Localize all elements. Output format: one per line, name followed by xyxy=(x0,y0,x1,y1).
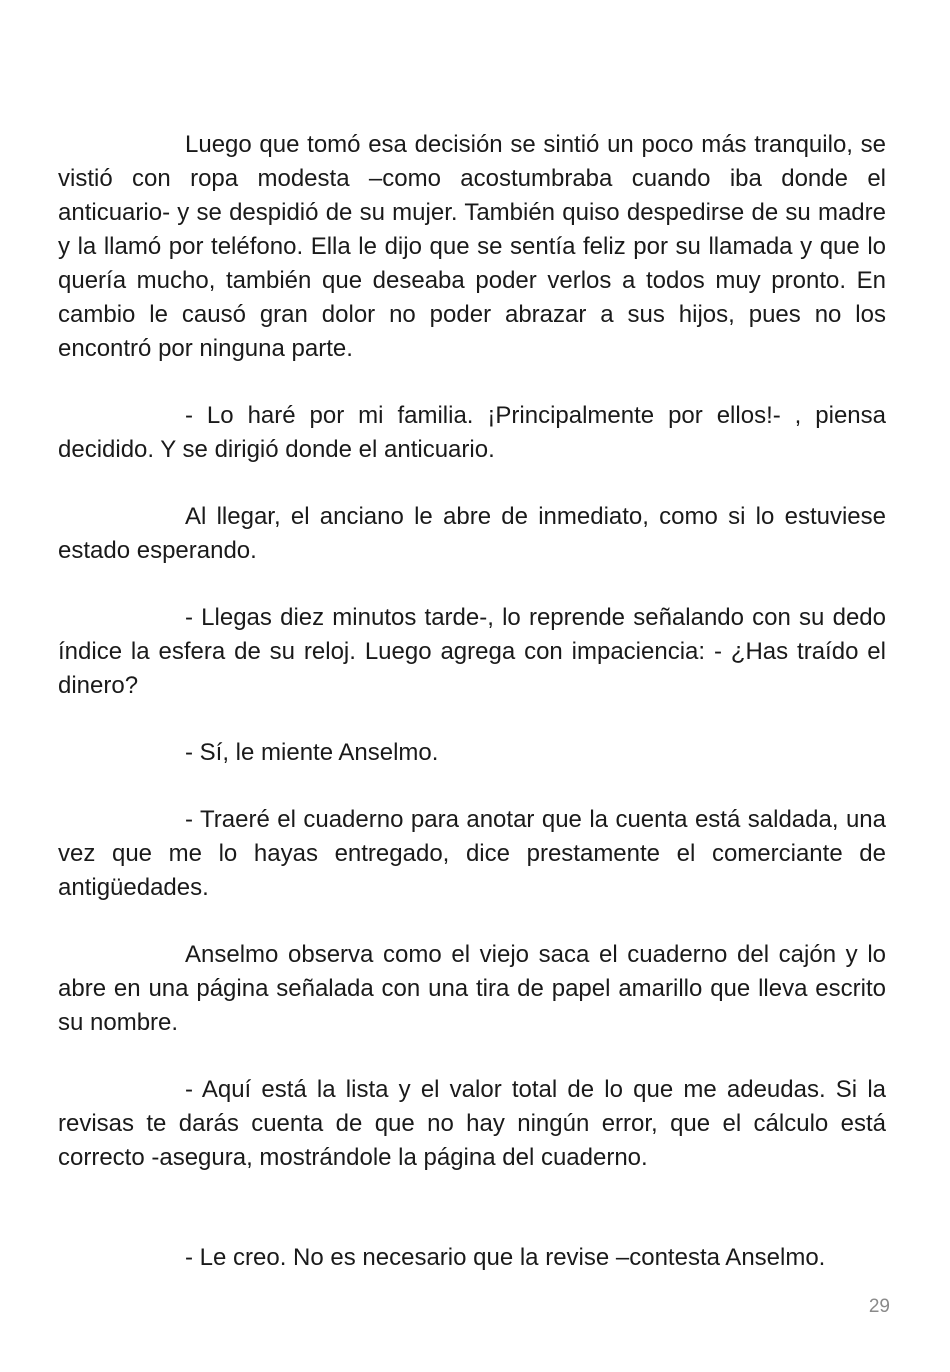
paragraph: - Aquí está la lista y el valor total de lo que me adeudas. Si la revisas te darás cuenta de que no hay ningún error, que el cálculo está correcto -asegura, mostrándole la página del cuaderno. xyxy=(58,1076,886,1171)
paragraph: Luego que tomó esa decisión se sintió un poco más tranquilo, se vistió con ropa modesta –como acostumbraba cuando iba donde el anticuario- y se despidió de su mujer. También quiso despedirse de su madre y la llamó por teléfono. Ella le dijo que se sentía feliz por su llamada y que lo quería mucho, también que deseaba poder verlos a todos muy pronto. En cambio le causó gran dolor no poder abrazar a sus hijos, pues no los encontró por ninguna parte. xyxy=(58,131,886,362)
paragraph: - Lo haré por mi familia. ¡Principalmente por ellos!- , piensa decidido. Y se dirigió donde el anticuario. xyxy=(58,402,886,463)
paragraph: Al llegar, el anciano le abre de inmediato, como si lo estuviese estado esperando. xyxy=(58,503,886,564)
paragraph: - Le creo. No es necesario que la revise –contesta Anselmo. xyxy=(185,1244,826,1271)
paragraph: Anselmo observa como el viejo saca el cuaderno del cajón y lo abre en una página señalada con una tira de papel amarillo que lleva escrito su nombre. xyxy=(58,941,886,1036)
page-number: 29 xyxy=(868,1296,890,1317)
paragraph: - Sí, le miente Anselmo. xyxy=(185,739,439,766)
paragraph: - Llegas diez minutos tarde-, lo reprende señalando con su dedo índice la esfera de su reloj. Luego agrega con impaciencia: - ¿Has traído el dinero? xyxy=(58,604,886,699)
paragraph: - Traeré el cuaderno para anotar que la cuenta está saldada, una vez que me lo hayas entregado, dice prestamente el comerciante de antigüedades. xyxy=(58,806,886,901)
document-body xyxy=(58,128,886,1308)
spacer xyxy=(58,1208,886,1241)
